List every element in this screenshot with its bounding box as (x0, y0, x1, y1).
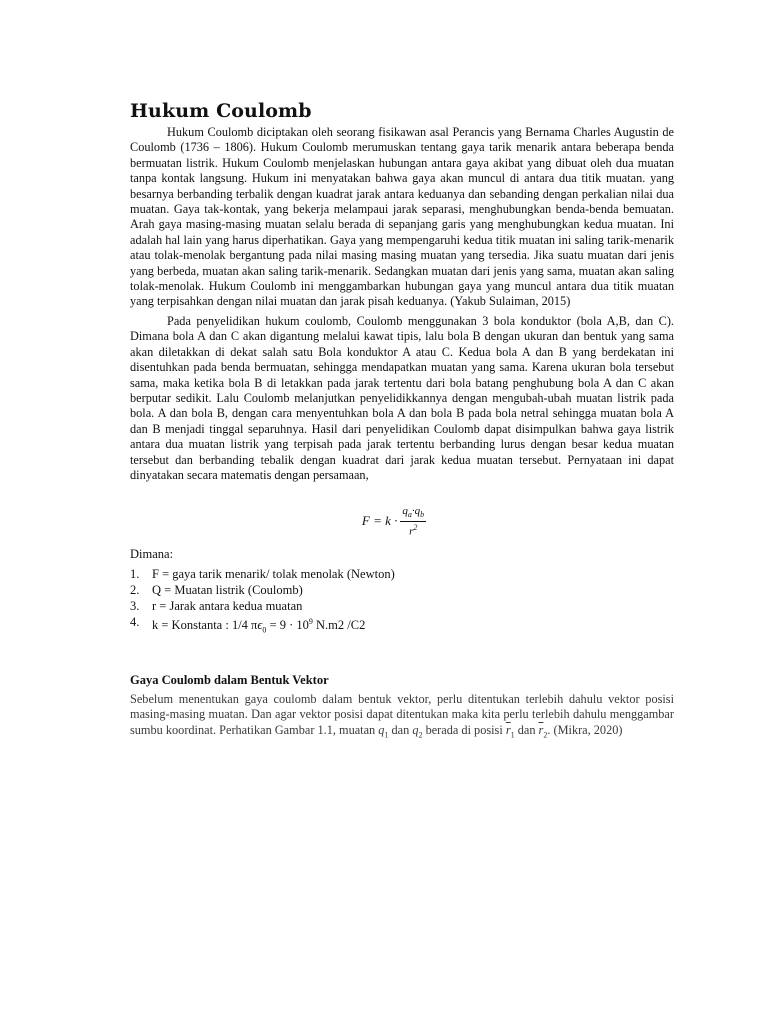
r2-sub: 2 (543, 730, 548, 740)
list-item (130, 582, 674, 598)
formula-qb: q (414, 505, 421, 518)
constant-exponent: 9 (308, 617, 313, 627)
list-text: r = Jarak antara kedua muatan (152, 599, 303, 614)
list-text: Q = Muatan listrik (Coulomb) (152, 583, 303, 598)
document-content (130, 100, 674, 743)
vector-and-1: dan (388, 723, 413, 738)
vector-and-2: dan (514, 723, 539, 738)
formula-qa-sub: a (407, 510, 412, 520)
paragraph-intro: Hukum Coulomb diciptakan oleh seorang fisikawan asal Perancis yang Bernama Charles Augustin de Coulomb (1736 – 1806). Hukum Coulomb merumuskan tentang gaya tarik menarik antara beberapa benda bermuatan listrik. Hukum Coulomb menjelaskan hubungan antara gaya akibat yang dibuat oleh dua muatan tanpa kontak langsung. Hukum ini menyatakan bahwa gaya akan muncul di antara dua titik muatan. yang besarnya berbanding terbalik dengan kuadrat jarak antara keduanya dan sebanding dengan perkalian nilai dua muatan. Gaya tak-kontak, yang bekerja melampaui jarak separasi, menghubungkan benda-benda bemuatan. Arah gaya masing-masing muatan selalu berada di sepanjang garis yang menghubungkan kedua muatan. Ini adalah hal lain yang harus diperhatikan. Gaya yang mempengaruhi kedua titik muatan ini saling tarik-menarik atau tolak-menolak bergantung pada nilai masing masing muatan yang tersedia. Jika suatu muatan dari jenis yang berbeda, muatan akan saling tarik-menarik. Sedangkan muatan dari jenis yang sama, muatan akan saling tolak-menolak. Hukum Coulomb ini menggambarkan hubungan gaya yang muncul antara dua titik muatan yang terpisahkan dengan nilai muatan dan jarak pisah keduanya. (Yakub Sulaiman, 2015) (130, 125, 674, 309)
formula-lhs: F = k · (361, 513, 398, 529)
constant-prefix: k = Konstanta : 1/4 π (152, 618, 258, 633)
paragraph-vector (130, 692, 674, 743)
formula-r: r (409, 525, 414, 538)
list-text: F = gaya tarik menarik/ tolak menolak (Newton) (152, 567, 395, 582)
vector-text-2: berada di posisi (422, 723, 506, 738)
vector-text-1: Sebelum menentukan gaya coulomb dalam bentuk vektor, perlu ditentukan terlebih dahulu vektor posisi masing-masing muatan. Dan agar vektor posisi dapat ditentukan maka kita perlu terlebih dahulu menggambar sumbu koordinat. Perhatikan Gambar 1.1, muatan (130, 691, 674, 738)
constant-unit: N.m2 /C2 (312, 618, 366, 633)
epsilon-symbol: ϵ (257, 618, 263, 633)
list-item-constant (130, 614, 674, 639)
constant-text (152, 614, 365, 639)
r1-sub: 1 (510, 730, 515, 740)
q2-symbol: q (412, 723, 419, 738)
formula-r-exp: 2 (413, 522, 418, 532)
paragraph-experiment: Pada penyelidikan hukum coulomb, Coulomb menggunakan 3 bola konduktor (bola A,B, dan C). Dimana bola A dan C akan digantung melalui kawat tipis, lalu bola B dengan ukuran dan bentuk yang sama akan diletakkan di dekat salah satu Bola konduktor A atau C. Kedua bola A dan B yang berdekatan ini disentuhkan pada benda bermuatan, sehingga mendapatkan muatan yang sama. Karena ukuran bola tersebut sama, maka ketika bola B di letakkan pada jarak tertentu dari bola batang penghubung bola A dan C akan berputar sedikit. Lalu Coulomb melanjutkan penyelidikkannya dengan mengubah-ubah muatan listrik pada bola. A dan bola B, dengan cara menyentuhkan bola A dan bola B pada bola netral sehingga muatan bola A dan B menjadi tinggal separuhnya. Hasil dari penyelidikan Coulomb dapat disimpulkan bahwa gaya listrik antara dua muatan listrik yang terpisah pada jarak tertentu berbanding lurus dengan besar kedua muatan tersebut dan berbanding tebalik dengan kuadrat dari jarak kedua muatan tersebut. Pernyataan ini dapat dinyatakan secara matematis dengan persamaan, (130, 313, 674, 482)
coulomb-formula (130, 505, 674, 537)
r1-vector-symbol: $\overline{r}$ (505, 723, 511, 738)
page-title: Hukum Coulomb (130, 100, 312, 122)
r2-vector-symbol: $\overline{r}$ (538, 723, 544, 738)
formula-denominator (409, 522, 417, 538)
list-number: 2. (130, 583, 140, 598)
definitions-list (130, 566, 674, 639)
q1-sub: 1 (384, 730, 389, 740)
formula-dot: · (411, 505, 415, 518)
formula-qb-sub: b (420, 510, 425, 520)
formula-qa: q (402, 505, 408, 518)
vector-text-end: . (Mikra, 2020) (547, 723, 623, 738)
list-item (130, 566, 674, 582)
epsilon-sub: 0 (262, 625, 267, 635)
list-number: 1. (130, 567, 140, 582)
constant-value: = 9 · 10 (266, 618, 309, 633)
q1-symbol: q (378, 723, 385, 738)
section-heading-vector: Gaya Coulomb dalam Bentuk Vektor (130, 672, 329, 687)
formula-fraction (400, 505, 426, 537)
q2-sub: 2 (418, 730, 423, 740)
list-number: 3. (130, 599, 140, 614)
formula-numerator (400, 505, 426, 521)
list-item (130, 598, 674, 614)
list-number: 4. (130, 615, 140, 630)
definitions-label: Dimana: (130, 547, 174, 562)
